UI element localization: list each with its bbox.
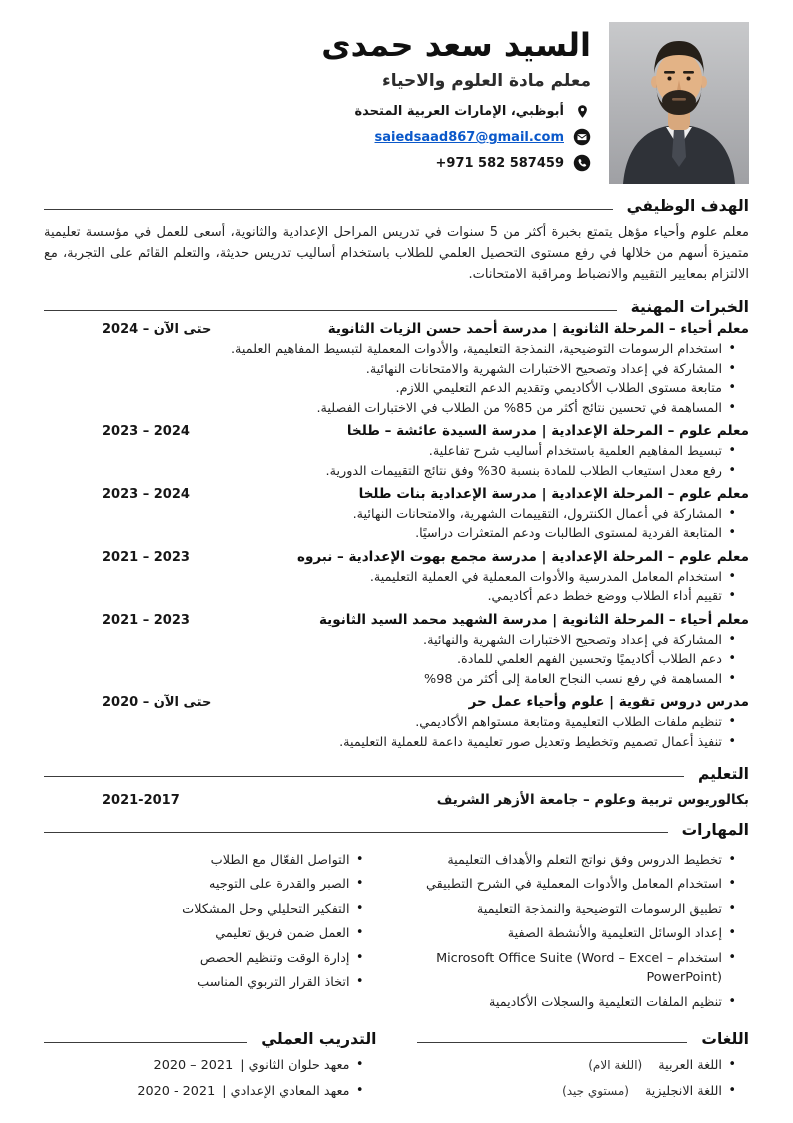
section-divider [44,310,617,311]
job-role: معلم علوم – المرحلة الإعدادية | مدرسة الإعدادية بنات طلخا [358,486,749,503]
job-entry [44,612,749,689]
job-date: 2020 – حتى الآن [102,695,212,711]
section-title-experience: الخبرات المهنية [630,298,749,317]
training-name: • معهد حلوان الثانوي | [240,1058,350,1074]
section-divider [44,1042,247,1043]
skill-item: • العمل ضمن فريق تعليمي [44,924,365,943]
job-entry [44,549,749,607]
section-divider [44,209,613,210]
section-title-skills: المهارات [681,820,749,839]
education-degree: بكالوريوس تربية وعلوم – جامعة الأزهر الشريف [436,791,749,808]
job-bullet: • رفع معدل استيعاب الطلاب للمادة بنسبة 30% وفق نتائج التقييمات الدورية. [44,462,737,481]
job-entry [44,423,749,481]
languages-list [417,1056,750,1102]
profile-photo [609,22,749,184]
job-header [44,423,749,439]
skill-item: • تخطيط الدروس وفق نواتج التعلم والأهداف التعليمية [417,851,738,870]
section-experience [44,298,749,752]
email-link[interactable]: saiedsaad867@gmail.com [374,129,564,145]
training-item [44,1082,365,1101]
education-entry [44,792,749,808]
training-years: 2020 - 2021 [137,1084,216,1100]
job-bullet: • تنظيم ملفات الطلاب التعليمية ومتابعة مستواهم الأكاديمي. [44,713,737,732]
skill-item: • إعداد الوسائل التعليمية والأنشطة الصفية [417,924,738,943]
section-skills [44,821,749,1017]
language-name: • اللغة العربية [658,1058,722,1074]
job-role: معلم أحياء – المرحلة الثانوية | مدرسة الشهيد محمد السيد الثانوية [318,611,749,628]
section-divider [417,1042,688,1043]
education-date: 2021-2017 [102,792,180,808]
job-header [44,549,749,565]
language-item [417,1082,738,1101]
job-bullet: • متابعة مستوى الطلاب الأكاديمي وتقديم الدعم التعليمي اللازم. [44,379,737,398]
skill-item: • استخدام المعامل والأدوات المعملية في الشرح التطبيقي [417,875,738,894]
job-bullet: • المتابعة الفردية لمستوى الطالبات ودعم المتعثرات دراسيًا. [44,524,737,543]
training-list [44,1056,377,1102]
job-date: 2021 – 2023 [102,549,190,565]
job-role: مدرس دروس تقوية | علوم وأحياء عمل حر [468,694,749,711]
section-education [44,765,749,808]
skills-column-left [44,851,377,1017]
job-entry [44,321,749,418]
job-header [44,612,749,628]
phone-icon [573,154,591,172]
language-level: (اللغة الام) [588,1058,643,1073]
job-header [44,486,749,502]
education-header [44,765,749,783]
job-bullets [44,340,749,418]
phone-text: +971 582 587459 [435,155,564,171]
contact-email [44,128,591,146]
job-bullet: • تقييم أداء الطلاب ووضع خطط دعم أكاديمي. [44,587,737,606]
section-divider [44,832,668,833]
person-job-title: معلم مادة العلوم والاحياء [382,71,591,92]
objective-text: معلم علوم وأحياء مؤهل يتمتع بخبرة أكثر من 5 سنوات في تدريس المراحل الإعدادية والثانوية، أسعى للعمل في مؤسسة تعليمية متميزة أسهم من خلالها في رفع مستوى التحصيل العلمي للطلاب باستخدام أساليب تدريس حديثة، والتعلم القائم على التجربة، مع الالتزام بمعايير التقييم والانضباط ومراقبة الامتحانات. [44,225,749,282]
job-header [44,321,749,337]
job-bullet: • دعم الطلاب أكاديميًا وتحسين الفهم العلمي للمادة. [44,650,737,669]
section-training [44,1030,377,1109]
experience-header [44,298,749,316]
skill-item: • الصبر والقدرة على التوجيه [44,875,365,894]
job-bullet: • المشاركة في إعداد وتصحيح الاختبارات الشهرية والامتحانات النهائية. [44,360,737,379]
job-entry [44,694,749,752]
job-header [44,694,749,710]
skill-item: • اتخاذ القرار التربوي المناسب [44,973,365,992]
skills-column-right [417,851,750,1017]
section-title-education: التعليم [697,764,749,783]
contact-location [44,102,591,120]
skills-header [44,821,749,839]
language-name: • اللغة الانجليزية [644,1084,722,1100]
job-entry [44,486,749,544]
job-role: معلم علوم – المرحلة الإعدادية | مدرسة مجمع بهوت الإعدادية – نبروه [297,548,749,565]
section-divider [44,776,684,777]
profile-photo-image [609,22,749,184]
skills-columns [44,848,749,1017]
job-bullets [44,442,749,481]
contact-phone [44,154,591,172]
bottom-columns [44,1017,749,1109]
job-bullet: • تبسيط المفاهيم العلمية باستخدام أساليب شرح تفاعلية. [44,442,737,461]
job-role: معلم علوم – المرحلة الإعدادية | مدرسة السيدة عائشة – طلخا [346,423,749,440]
jobs-list [44,321,749,752]
job-date: 2024 – حتى الآن [102,322,212,338]
envelope-icon [573,128,591,146]
job-date: 2023 – 2024 [102,487,190,503]
skill-item: • تطبيق الرسومات التوضيحية والنمذجة التعليمية [417,900,738,919]
job-bullet: • استخدام المعامل المدرسية والأدوات المعملية في العملية التعليمية. [44,568,737,587]
section-languages [417,1030,750,1109]
job-bullet: • المساهمة في تحسين نتائج أكثر من 85% من الطلاب في الاختبارات الفصلية. [44,399,737,418]
header [44,22,749,184]
location-pin-icon [573,102,591,120]
training-years: 2020 – 2021 [153,1058,234,1074]
language-level: (مستوي جيد) [562,1084,629,1099]
training-header [44,1030,377,1048]
languages-header [417,1030,750,1048]
job-bullet: • استخدام الرسومات التوضيحية، النمذجة التعليمية، والأدوات المعملية لتبسيط المفاهيم العلمية. [44,340,737,359]
job-date: 2023 – 2024 [102,424,190,440]
job-bullet: • المساهمة في رفع نسب النجاح العامة إلى أكثر من 98% [44,670,737,689]
job-bullet: • المشاركة في أعمال الكنترول، التقييمات الشهرية، والامتحانات النهائية. [44,505,737,524]
job-bullets [44,505,749,544]
section-title-training: التدريب العملي [261,1030,377,1049]
training-name: • معهد المعادي الإعدادي | [222,1084,350,1100]
skill-item: • تنظيم الملفات التعليمية والسجلات الأكاديمية [417,993,738,1012]
location-text: أبوظبي، الإمارات العربية المتحدة [354,103,564,119]
skill-item: • استخدام Microsoft Office Suite (Word – Excel – PowerPoint) [417,949,738,988]
skill-item: • التواصل الفعّال مع الطلاب [44,851,365,870]
job-role: معلم أحياء – المرحلة الثانوية | مدرسة أحمد حسن الزيات الثانوية [327,321,749,338]
skill-item: • إدارة الوقت وتنظيم الحصص [44,949,365,968]
training-item [44,1056,365,1075]
section-title-languages: اللغات [701,1030,749,1049]
skill-item: • التفكير التحليلي وحل المشكلات [44,900,365,919]
job-bullet: • تنفيذ أعمال تصميم وتخطيط وتعديل صور تعليمية داعمة للعملية التعليمية. [44,733,737,752]
objective-header [44,197,749,215]
language-item [417,1056,738,1075]
header-main [44,22,591,180]
person-name: السيد سعد حمدى [321,26,591,64]
job-bullets [44,631,749,689]
job-bullets [44,568,749,607]
job-date: 2021 – 2023 [102,612,190,628]
section-title-objective: الهدف الوظيفي [626,197,749,215]
job-bullet: • المشاركة في إعداد وتصحيح الاختبارات الشهرية والنهائية. [44,631,737,650]
section-objective [44,197,749,285]
job-bullets [44,713,749,752]
